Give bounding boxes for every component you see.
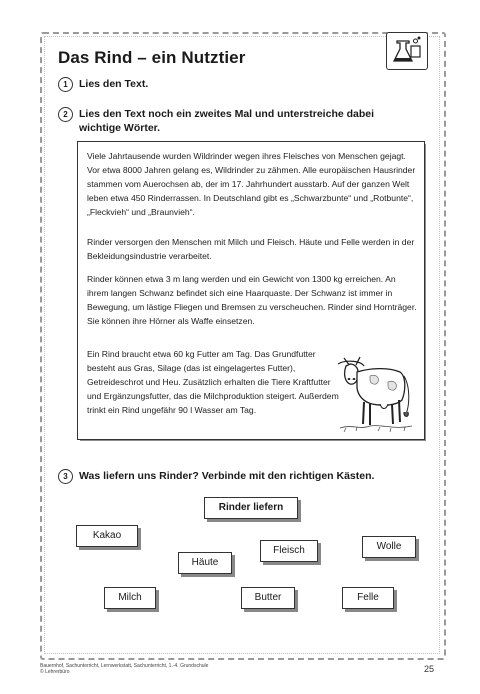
reading-paragraph: Rinder können etwa 3 m lang werden und ein Gewicht von 1300 kg erreichen. An ihrem langen Schwanz befindet sich eine Haarquaste. Der Schwanz ist immer in Bewegung, um lästige Fliegen und Bremsen zu verscheuchen. Rinder sind Hornträger. Sie können ihre Hörner als Waffe einsetzen.: [87, 274, 417, 327]
reading-paragraph: Ein Rind braucht etwa 60 kg Futter am Tag. Das Grundfutter besteht aus Gras, Silage (das ist eingelagertes Futter), Getreideschrot und Heu. Zusätzlich erhalten die Tiere Kraftfutter und Ergänzungsfutter, das die Milchproduktion steigert. Außerdem trinkt ein Rind ungefähr 90 l Wasser am Tag.: [87, 349, 339, 416]
task-number: 2: [58, 107, 73, 122]
word-card-felle[interactable]: Felle: [342, 587, 394, 609]
reading-paragraph: Viele Jahrtausende wurden Wildrinder wegen ihres Fleisches von Menschen gejagt. Vor etwa 8000 Jahren gelang es, Wildrinder zu zähmen. Alle europäischen Hausrinder stammen vom Auerochsen ab, der im 17. Jahrhundert ausstarb. Auf der ganzen Welt leben etwa 450 Rinderrassen. In Deutschland gibt es „Schwarzbunte“ und „Rotbunte“, „Fleckvieh“ und „Braunvieh“.: [87, 151, 416, 218]
task-2: [58, 107, 409, 135]
word-card-butter[interactable]: Butter: [241, 587, 295, 609]
footer-line: © Lehrerbüro: [40, 669, 70, 675]
cow-illustration: [330, 352, 416, 441]
task-text: Lies den Text.: [79, 78, 149, 90]
page-title: Das Rind – ein Nutztier: [58, 48, 246, 67]
word-card-kakao[interactable]: Kakao: [76, 525, 138, 547]
task-1: [58, 77, 148, 92]
task-text: Was liefern uns Rinder? Verbinde mit den richtigen Kästen.: [79, 470, 375, 482]
chemistry-icon: [386, 32, 428, 70]
word-card-wolle[interactable]: Wolle: [362, 536, 416, 558]
footer-credits: [40, 663, 208, 675]
task-number: 3: [58, 469, 73, 484]
task-3: [58, 469, 374, 484]
word-card-haeute[interactable]: Häute: [178, 552, 232, 574]
page-number: 25: [424, 664, 435, 674]
word-card-milch[interactable]: Milch: [104, 587, 156, 609]
word-card-rinder-liefern[interactable]: Rinder liefern: [204, 497, 298, 519]
word-card-fleisch[interactable]: Fleisch: [260, 540, 318, 562]
task-number: 1: [58, 77, 73, 92]
task-text: Lies den Text noch ein zweites Mal und unterstreiche dabei wichtige Wörter.: [79, 108, 375, 134]
footer-line: Bauernhof, Sachunterricht, Lernwerkstatt, Sachunterricht, 1.-4. Grundschule: [40, 663, 209, 669]
reading-paragraph: Rinder versorgen den Menschen mit Milch und Fleisch. Häute und Felle werden in der Bekleidungsindustrie verarbeitet.: [87, 237, 415, 262]
